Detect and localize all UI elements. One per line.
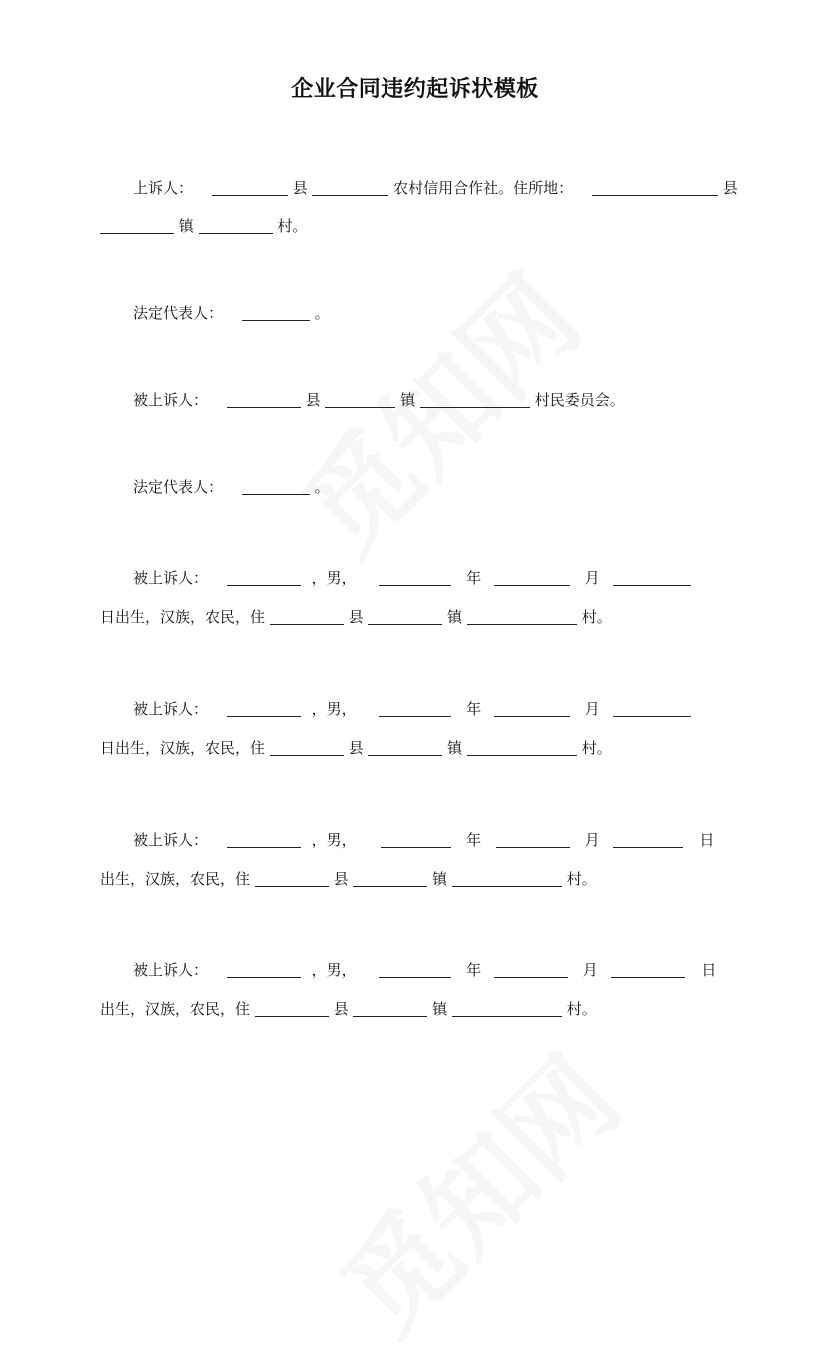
appellee-label: 被上诉人： [133,700,209,718]
blank-field[interactable] [611,961,685,978]
blank-field[interactable] [379,569,451,586]
blank-field[interactable] [379,961,451,978]
blank-field[interactable] [613,700,691,717]
document-title: 企业合同违约起诉状模板 [291,77,539,102]
male-label: ，男， [311,831,357,849]
month-label: 月 [584,700,600,718]
legal-rep-line [133,303,330,323]
appellee-person-line-1 [133,830,714,850]
blank-field[interactable] [199,217,273,234]
county-label: 县 [333,870,349,888]
village-label: 村。 [581,739,612,757]
blank-field[interactable] [494,700,570,717]
blank-field[interactable] [592,179,718,196]
day-label: 日 [701,961,717,979]
village-label: 村。 [581,608,612,626]
appellant-line-2 [100,216,307,236]
appellee-label: 被上诉人： [133,391,209,409]
birth-label: 出生，汉族，农民，住 [100,870,251,888]
day-label: 日 [699,831,715,849]
month-label: 月 [584,831,600,849]
blank-field[interactable] [212,179,288,196]
town-label: 镇 [447,739,463,757]
birth-label: 日出生，汉族，农民，住 [100,739,266,757]
month-label: 月 [582,961,598,979]
blank-field[interactable] [325,391,395,408]
blank-field[interactable] [353,870,427,887]
blank-field[interactable] [496,831,570,848]
town-label: 镇 [178,217,194,235]
blank-field[interactable] [420,391,530,408]
blank-field[interactable] [494,569,570,586]
village-label: 村。 [277,217,308,235]
appellee-person-line-2 [100,999,597,1019]
village-label: 村。 [566,1000,597,1018]
blank-field[interactable] [270,608,344,625]
appellee-person-line-2 [100,869,597,889]
year-label: 年 [466,831,482,849]
blank-field[interactable] [255,870,329,887]
appellee-label: 被上诉人： [133,961,209,979]
county-label: 县 [348,739,364,757]
period: 。 [314,478,330,496]
blank-field[interactable] [613,831,683,848]
year-label: 年 [466,961,482,979]
male-label: ，男， [311,961,357,979]
county-label: 县 [305,391,321,409]
appellant-label: 上诉人： [133,179,194,197]
blank-field[interactable] [368,608,442,625]
committee-label: 村民委员会。 [534,391,625,409]
town-label: 镇 [432,870,448,888]
appellee-person-line-2 [100,738,612,758]
blank-field[interactable] [368,739,442,756]
county-label: 县 [333,1000,349,1018]
blank-field[interactable] [613,569,691,586]
male-label: ，男， [311,700,357,718]
year-label: 年 [466,569,482,587]
birth-label: 出生，汉族，农民，住 [100,1000,251,1018]
appellee-label: 被上诉人： [133,831,209,849]
legal-rep-label: 法定代表人： [133,478,224,496]
blank-field[interactable] [255,1000,329,1017]
coop-label: 农村信用合作社。住所地： [393,179,574,197]
blank-field[interactable] [227,569,301,586]
blank-field[interactable] [227,700,301,717]
blank-field[interactable] [242,304,310,321]
month-label: 月 [584,569,600,587]
legal-rep-line [133,477,330,497]
blank-field[interactable] [494,961,568,978]
birth-label: 日出生，汉族，农民，住 [100,608,266,626]
appellee-person-line-2 [100,607,612,627]
county-label: 县 [292,179,308,197]
blank-field[interactable] [467,608,577,625]
male-label: ，男， [311,569,357,587]
town-label: 镇 [400,391,416,409]
period: 。 [314,304,330,322]
blank-field[interactable] [312,179,388,196]
blank-field[interactable] [227,961,301,978]
county-label: 县 [348,608,364,626]
blank-field[interactable] [381,831,451,848]
town-label: 镇 [447,608,463,626]
legal-rep-label: 法定代表人： [133,304,224,322]
watermark [302,1016,647,1361]
county-label: 县 [722,179,738,197]
blank-field[interactable] [452,1000,562,1017]
blank-field[interactable] [270,739,344,756]
town-label: 镇 [432,1000,448,1018]
appellee-person-line-1 [133,568,691,588]
appellant-line-1 [133,178,738,198]
village-label: 村。 [566,870,597,888]
blank-field[interactable] [379,700,451,717]
appellee-person-line-1 [133,699,691,719]
blank-field[interactable] [227,831,301,848]
blank-field[interactable] [353,1000,427,1017]
appellee-label: 被上诉人： [133,569,209,587]
year-label: 年 [466,700,482,718]
blank-field[interactable] [227,391,301,408]
blank-field[interactable] [100,217,174,234]
appellee-person-line-1 [133,960,716,980]
blank-field[interactable] [467,739,577,756]
blank-field[interactable] [452,870,562,887]
appellee-committee-line [133,390,625,410]
blank-field[interactable] [242,478,310,495]
